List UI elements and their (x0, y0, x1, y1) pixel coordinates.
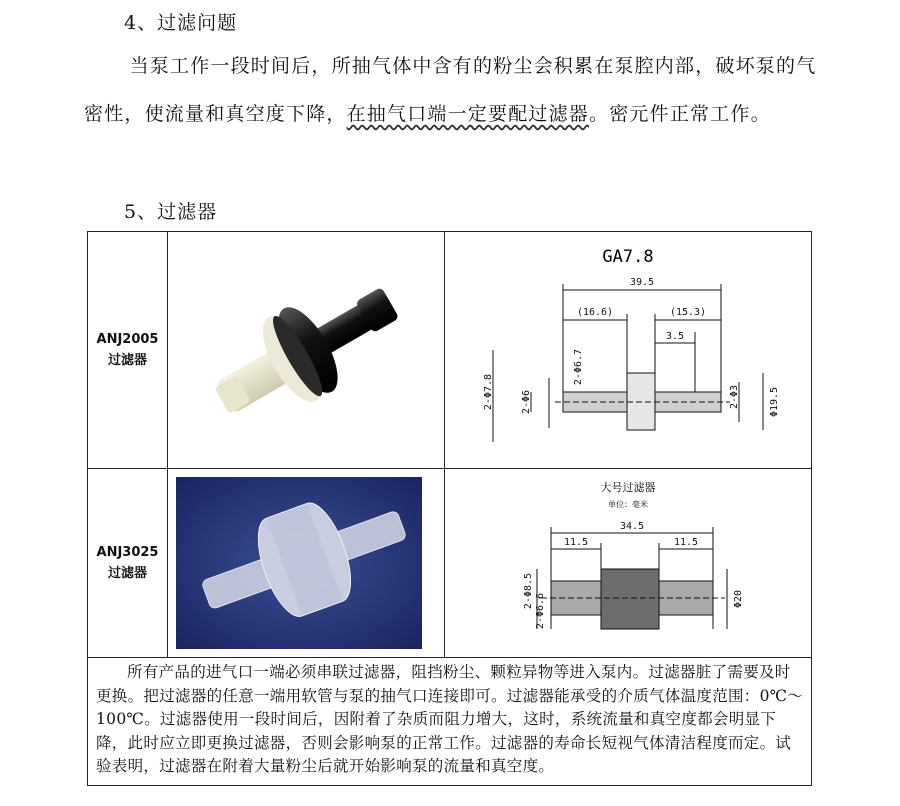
filter-table (87, 231, 812, 786)
underlined-requirement: 在抽气口端一定要配过滤器 (346, 103, 590, 125)
dim-d1: 2-Φ7.8 (483, 373, 494, 411)
dim-right: 11.5 (673, 537, 699, 548)
filter-photo-anj3025 (168, 469, 444, 657)
dim-d3: 2-Φ6 (521, 389, 532, 415)
dim-left: 11.5 (563, 537, 589, 548)
table-row (88, 469, 812, 658)
drawing-ga78 (445, 232, 811, 468)
dim-d1: 2-Φ8.5 (523, 572, 534, 610)
model-label-cell (88, 232, 168, 469)
drawing-title: GA7.8 (602, 247, 654, 267)
product-photo-cell (168, 469, 445, 658)
dim-step: 3.5 (665, 331, 685, 342)
technical-drawing-cell (445, 232, 812, 469)
model-name: 过滤器 (107, 353, 147, 368)
table-row (88, 232, 812, 469)
dim-right: (15.3) (669, 307, 707, 318)
drawing-title: 大号过滤器 (600, 481, 656, 494)
section-5-heading: 5、过滤器 (124, 201, 218, 223)
paragraph-text-end: 。密元件正常工作。 (589, 103, 771, 125)
dim-d5: Φ19.5 (769, 386, 780, 418)
filter-photo-anj2005 (168, 232, 444, 468)
dim-left: (16.6) (576, 307, 614, 318)
paragraph-text: 当泵工作一段时间后，所抽气体中含有的粉尘会积累在泵腔内部，破坏泵的气密性，使流量和真空度下降， (84, 55, 817, 125)
drawing-large-filter (445, 469, 811, 657)
drawing-unit: 单位：毫米 (608, 500, 648, 509)
dim-d2: 2-Φ6.6 (535, 592, 546, 630)
table-row (88, 658, 812, 786)
dim-overall: 34.5 (619, 521, 645, 532)
technical-drawing-cell (445, 469, 812, 658)
section-4-paragraph (84, 42, 824, 138)
model-label-cell (88, 469, 168, 658)
model-code: ANJ3025 (96, 545, 159, 560)
dim-overall: 39.5 (629, 277, 655, 288)
dim-d3: Φ20 (733, 589, 744, 609)
product-photo-cell (168, 232, 445, 469)
filter-note: 所有产品的进气口一端必须串联过滤器，阻挡粉尘、颗粒异物等进入泵内。过滤器脏了需要及时更换。把过滤器的任意一端用软管与泵的抽气口连接即可。过滤器能承受的介质气体温度范围：0℃～100℃。过滤器使用一段时间后，因附着了杂质而阻力增大，这时，系统流量和真空度都会明显下降，此时应立即更换过滤器，否则会影响泵的正常工作。过滤器的寿命长短视气体清洁程度而定。试验表明，过滤器在附着大量粉尘后就开始影响泵的流量和真空度。 (88, 658, 812, 786)
section-4-heading: 4、过滤问题 (124, 12, 238, 34)
model-name: 过滤器 (107, 566, 147, 581)
dim-d2: 2-Φ6.7 (573, 348, 584, 386)
model-code: ANJ2005 (96, 332, 159, 347)
dim-d4: 2-Φ3 (729, 384, 740, 410)
